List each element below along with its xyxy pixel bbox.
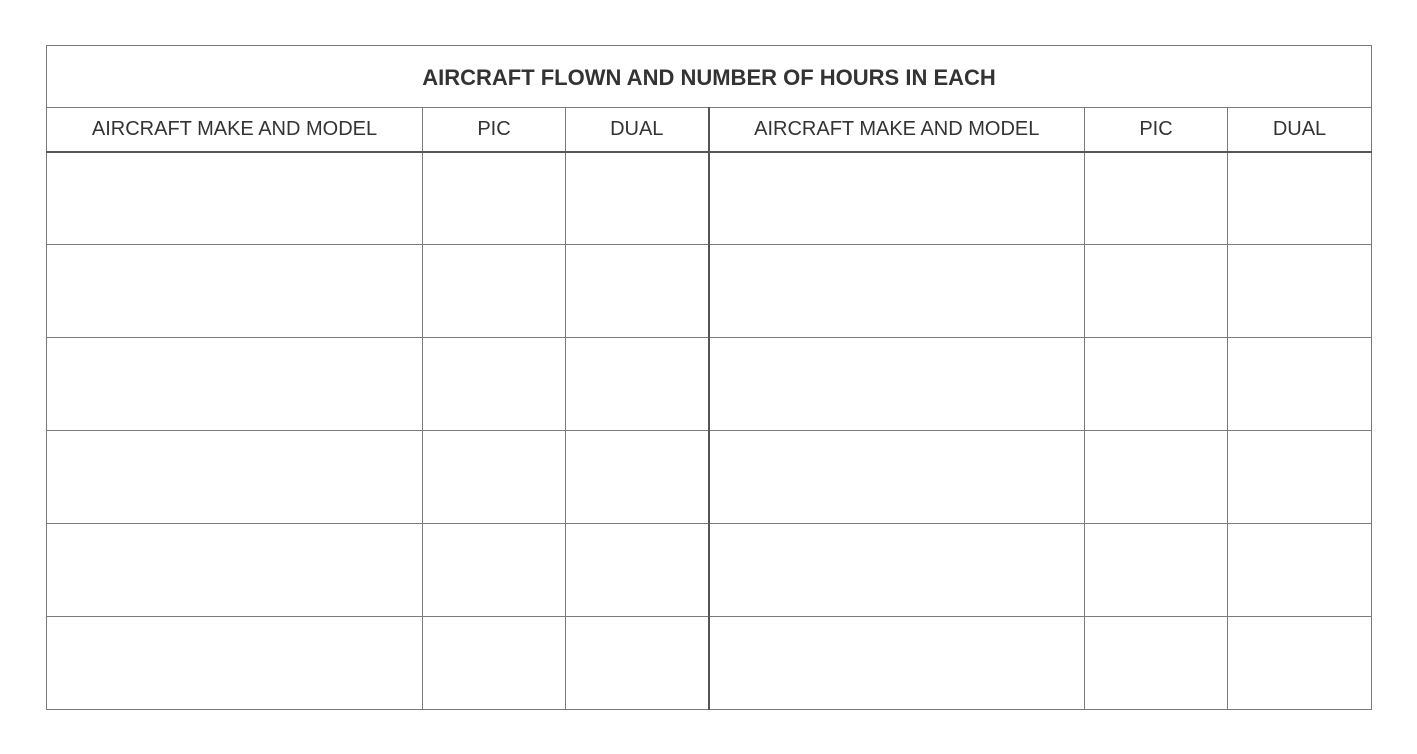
title-row <box>47 46 1372 108</box>
table-row <box>47 617 1372 710</box>
pic-cell-right[interactable] <box>1085 524 1228 617</box>
column-header-dual-left: DUAL <box>566 108 709 152</box>
make-model-cell-right[interactable] <box>709 338 1085 431</box>
dual-cell-right[interactable] <box>1228 152 1372 245</box>
column-header-make-model-left: AIRCRAFT MAKE AND MODEL <box>47 108 423 152</box>
dual-cell-right[interactable] <box>1228 524 1372 617</box>
make-model-cell-left[interactable] <box>47 245 423 338</box>
make-model-cell-left[interactable] <box>47 338 423 431</box>
pic-cell-left[interactable] <box>423 152 566 245</box>
dual-cell-left[interactable] <box>566 152 709 245</box>
make-model-cell-right[interactable] <box>709 431 1085 524</box>
aircraft-hours-table <box>46 45 1372 710</box>
pic-cell-left[interactable] <box>423 524 566 617</box>
column-header-pic-right: PIC <box>1085 108 1228 152</box>
dual-cell-right[interactable] <box>1228 245 1372 338</box>
pic-cell-left[interactable] <box>423 617 566 710</box>
pic-cell-right[interactable] <box>1085 245 1228 338</box>
make-model-cell-left[interactable] <box>47 431 423 524</box>
table-row <box>47 524 1372 617</box>
dual-cell-left[interactable] <box>566 245 709 338</box>
pic-cell-right[interactable] <box>1085 152 1228 245</box>
column-header-pic-left: PIC <box>423 108 566 152</box>
table-row <box>47 431 1372 524</box>
dual-cell-left[interactable] <box>566 524 709 617</box>
pic-cell-right[interactable] <box>1085 338 1228 431</box>
pic-cell-right[interactable] <box>1085 431 1228 524</box>
make-model-cell-right[interactable] <box>709 152 1085 245</box>
dual-cell-left[interactable] <box>566 617 709 710</box>
pic-cell-right[interactable] <box>1085 617 1228 710</box>
make-model-cell-right[interactable] <box>709 617 1085 710</box>
make-model-cell-left[interactable] <box>47 524 423 617</box>
make-model-cell-right[interactable] <box>709 524 1085 617</box>
make-model-cell-left[interactable] <box>47 152 423 245</box>
column-header-row <box>47 108 1372 152</box>
dual-cell-right[interactable] <box>1228 431 1372 524</box>
make-model-cell-left[interactable] <box>47 617 423 710</box>
dual-cell-left[interactable] <box>566 338 709 431</box>
pic-cell-left[interactable] <box>423 431 566 524</box>
pic-cell-left[interactable] <box>423 245 566 338</box>
column-header-dual-right: DUAL <box>1228 108 1372 152</box>
table-row <box>47 338 1372 431</box>
form-title: AIRCRAFT FLOWN AND NUMBER OF HOURS IN EACH <box>47 46 1372 108</box>
pic-cell-left[interactable] <box>423 338 566 431</box>
table-row <box>47 245 1372 338</box>
make-model-cell-right[interactable] <box>709 245 1085 338</box>
dual-cell-left[interactable] <box>566 431 709 524</box>
table-row <box>47 152 1372 245</box>
dual-cell-right[interactable] <box>1228 617 1372 710</box>
column-header-make-model-right: AIRCRAFT MAKE AND MODEL <box>709 108 1085 152</box>
dual-cell-right[interactable] <box>1228 338 1372 431</box>
